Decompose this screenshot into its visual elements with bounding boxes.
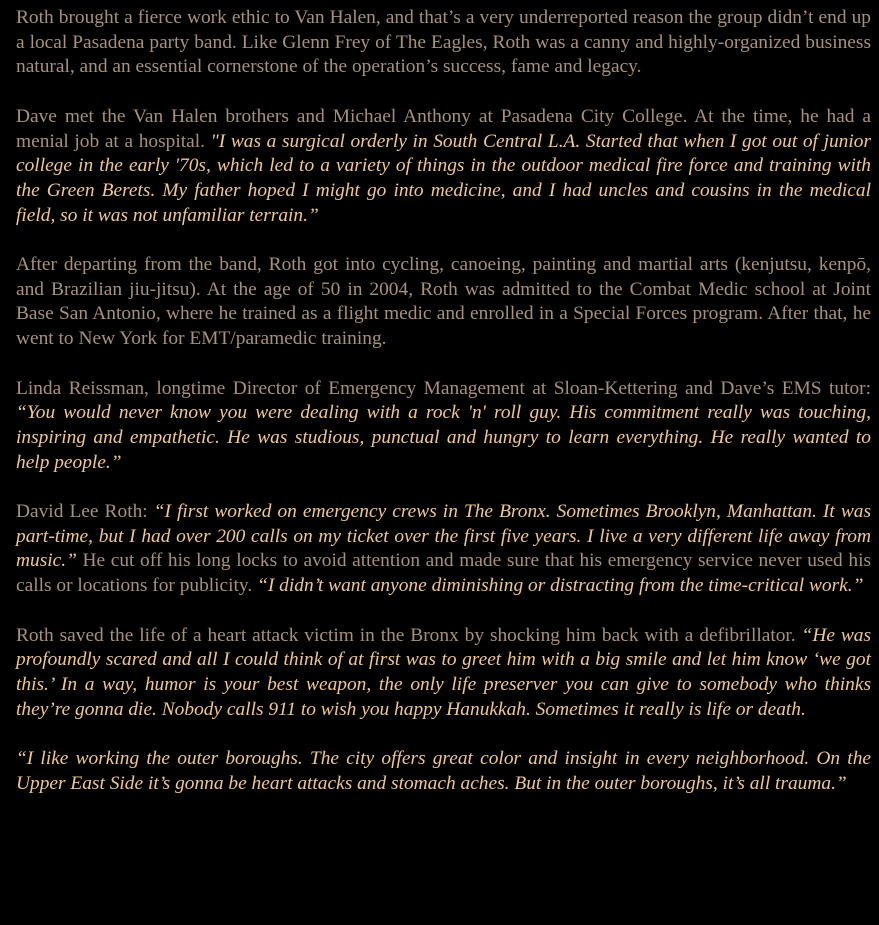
paragraph-heart-attack bbox=[16, 624, 871, 723]
body-text: Roth brought a fierce work ethic to Van Halen, and that’s a very underreported reason the group didn’t end up a local Pasadena party band. Like Glenn Frey of The Eagles, Roth was a canny and highly-organized business natural, and an essential cornerstone of the operation’s success, fame and legacy. bbox=[16, 7, 871, 78]
quote-text: “I first worked on emergency crews in The Bronx. Sometimes Brooklyn, Manhattan. It was part-time, but I had over 200 calls on my ticket over the first five years. I live a very different life away from music.” bbox=[16, 501, 871, 572]
body-text: After departing from the band, Roth got into cycling, canoeing, painting and martial arts (kenjutsu, kenpō, and Brazilian jiu-jitsu). At the age of 50 in 2004, Roth was admitted to the Combat Medic school at Joint Base San Antonio, where he trained as a flight medic and enrolled in a Special Forces program. After that, he went to New York for EMT/paramedic training. bbox=[16, 254, 871, 350]
body-text: Linda Reissman, longtime Director of Emergency Management at Sloan-Kettering and Dave’s EMS tutor: bbox=[16, 377, 871, 399]
paragraph-surgical-orderly bbox=[16, 105, 871, 229]
quote-text: “I didn’t want anyone diminishing or distracting from the time-critical work.” bbox=[257, 575, 864, 597]
paragraph-work-ethic bbox=[16, 6, 871, 80]
quote-text: “He was profoundly scared and all I could think of at first was to greet him with a big smile and let him know ‘we got this.’ In a way, humor is your best weapon, the only life preserver you can give to somebody who thinks they’re gonna die. Nobody calls 911 to wish you happy Hanukkah. Sometimes it really is life or death. bbox=[16, 624, 872, 720]
quote-text: "I was a surgical orderly in South Central L.A. Started that when I got out of junior college in the early '70s, which led to a variety of things in the outdoor medical fire force and training with the Green Berets. My father hoped I might go into medicine, and I had uncles and cousins in the medical field, so it was not unfamiliar terrain.” bbox=[16, 130, 871, 226]
paragraph-emergency-crews bbox=[16, 500, 871, 599]
quote-text: “You would never know you were dealing with a rock 'n' roll guy. His commitment really was touching, inspiring and empathetic. He was studious, punctual and hungry to learn everything. He really wanted to help people.” bbox=[16, 402, 871, 473]
body-text: Roth saved the life of a heart attack victim in the Bronx by shocking him back with a defibrillator. bbox=[16, 624, 802, 646]
paragraph-outer-boroughs bbox=[16, 747, 871, 796]
paragraph-linda-reissman bbox=[16, 377, 871, 476]
paragraph-after-band bbox=[16, 253, 871, 352]
body-text: David Lee Roth: bbox=[16, 501, 154, 522]
quote-text: “I like working the outer boroughs. The city offers great color and insight in every neighborhood. On the Upper East Side it’s gonna be heart attacks and stomach aches. But in the outer boroughs, it’s all trauma.” bbox=[16, 748, 871, 794]
body-text: Dave met the Van Halen brothers and Michael Anthony at Pasadena City College. At the time, he had a menial job at a hospital. bbox=[16, 105, 871, 152]
body-text: He cut off his long locks to avoid attention and made sure that his emergency service never used his calls or locations for publicity. bbox=[16, 550, 871, 597]
